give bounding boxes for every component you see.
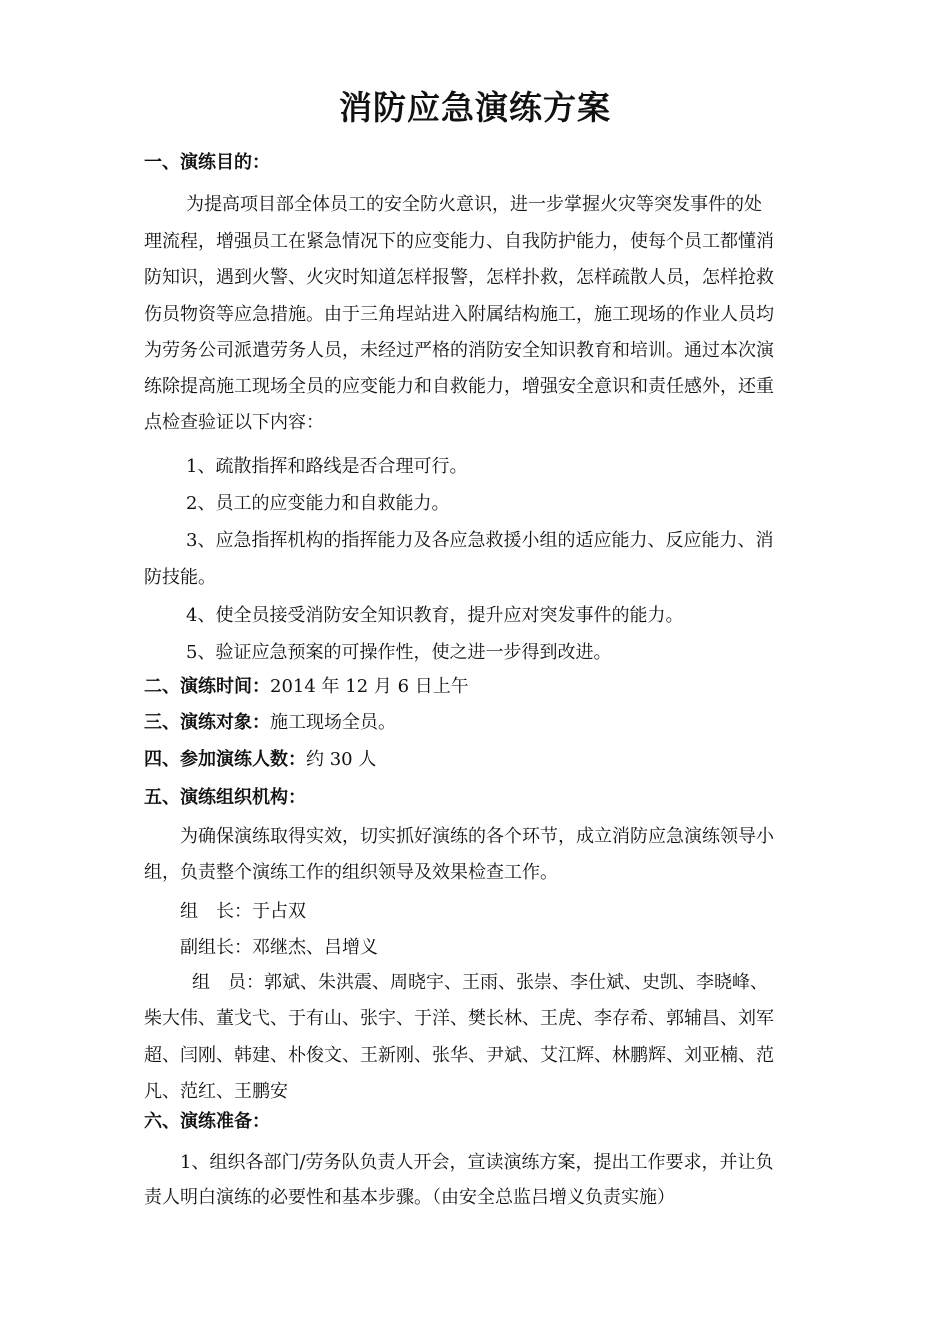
section-1-heading: 一、演练目的： [144, 152, 270, 173]
participant-count-value: 约 30 人 [306, 749, 377, 770]
purpose-paragraph-line: 理流程，增强员工在紧急情况下的应变能力、自我防护能力，使每个员工都懂消 [144, 231, 774, 252]
document-title: 消防应急演练方案 [339, 88, 611, 127]
team-leader: 组 长：于占双 [180, 901, 306, 922]
preparation-paragraph-line: 责人明白演练的必要性和基本步骤。（由安全总监吕增义负责实施） [144, 1187, 675, 1208]
purpose-paragraph-line: 为劳务公司派遣劳务人员，未经过严格的消防安全知识教育和培训。通过本次演 [144, 340, 774, 361]
section-3-heading: 三、演练对象： [144, 712, 270, 733]
drill-target-row [144, 711, 396, 735]
preparation-paragraph-line: 1、组织各部门/劳务队负责人开会，宣读演练方案，提出工作要求，并让负 [180, 1152, 774, 1173]
purpose-paragraph-line: 练除提高施工现场全员的应变能力和自救能力，增强安全意识和责任感外，还重 [144, 376, 774, 397]
check-item-continuation: 防技能。 [144, 567, 216, 588]
organization-paragraph-line: 组，负责整个演练工作的组织领导及效果检查工作。 [144, 862, 558, 883]
purpose-paragraph-line: 伤员物资等应急措施。由于三角埕站进入附属结构施工，施工现场的作业人员均 [144, 304, 774, 325]
check-item: 4、使全员接受消防安全知识教育，提升应对突发事件的能力。 [186, 605, 684, 626]
organization-paragraph-line: 为确保演练取得实效，切实抓好演练的各个环节，成立消防应急演练领导小 [180, 826, 774, 847]
team-members-line: 组 员：郭斌、朱洪震、周晓宇、王雨、张崇、李仕斌、史凯、李晓峰、 [192, 972, 768, 993]
drill-target-value: 施工现场全员。 [270, 712, 396, 733]
purpose-paragraph-line: 为提高项目部全体员工的安全防火意识，进一步掌握火灾等突发事件的处 [186, 194, 762, 215]
team-members-line: 柴大伟、董戈弋、于有山、张宇、于洋、樊长林、王虎、李存希、郭辅昌、刘军 [144, 1008, 774, 1029]
purpose-paragraph-line: 点检查验证以下内容： [144, 412, 324, 433]
deputy-leaders: 副组长：邓继杰、吕增义 [180, 937, 378, 958]
drill-time-value: 2014 年 12 月 6 日上午 [270, 676, 469, 697]
section-4-heading: 四、参加演练人数： [144, 749, 306, 770]
section-6-heading: 六、演练准备： [144, 1111, 270, 1132]
check-item: 2、员工的应变能力和自救能力。 [186, 493, 450, 514]
participant-count-row [144, 748, 376, 772]
section-5-heading: 五、演练组织机构： [144, 787, 306, 808]
check-item: 1、疏散指挥和路线是否合理可行。 [186, 456, 468, 477]
purpose-paragraph-line: 防知识，遇到火警、火灾时知道怎样报警，怎样扑救，怎样疏散人员，怎样抢救 [144, 267, 774, 288]
drill-time-row [144, 675, 469, 699]
check-item: 3、应急指挥机构的指挥能力及各应急救援小组的适应能力、反应能力、消 [186, 530, 774, 551]
team-members-line: 凡、范红、王鹏安 [144, 1081, 288, 1102]
section-2-heading: 二、演练时间： [144, 676, 270, 697]
check-item: 5、验证应急预案的可操作性，使之进一步得到改进。 [186, 642, 612, 663]
team-members-line: 超、闫刚、韩建、朴俊文、王新刚、张华、尹斌、艾江辉、林鹏辉、刘亚楠、范 [144, 1045, 774, 1066]
